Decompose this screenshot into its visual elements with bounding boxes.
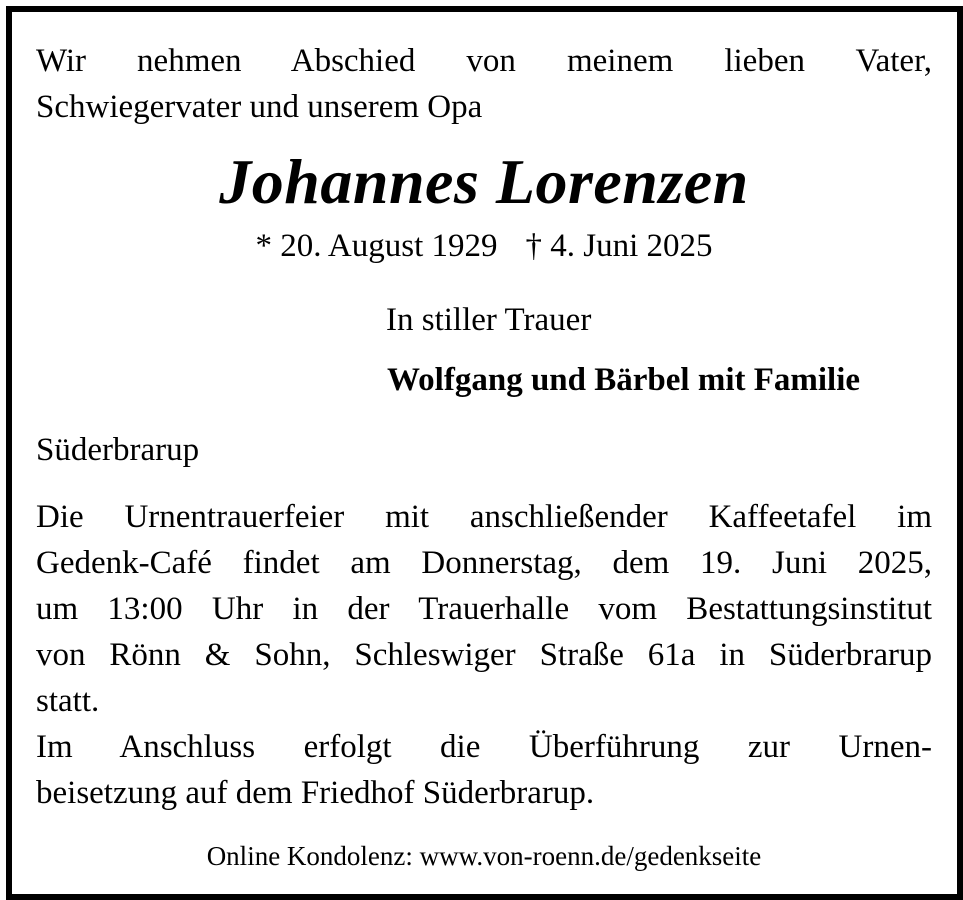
deceased-name: Johannes Lorenzen [219, 146, 749, 217]
online-condolence: Online Kondolenz: www.von-roenn.de/gedenkseite [206, 841, 762, 871]
intro-line-1: Wir nehmen Abschied von meinem lieben Vater, [36, 43, 932, 79]
place-name: Süderbrarup [36, 432, 200, 468]
mourners-names: Wolfgang und Bärbel mit Familie [387, 362, 861, 398]
mourning-intro: In stiller Trauer [386, 302, 592, 338]
service-line-6: Im Anschluss erfolgt die Überführung zur Urnen- [36, 729, 932, 765]
intro-text [36, 38, 932, 130]
service-text [36, 494, 932, 816]
obituary-notice [36, 38, 932, 874]
service-line-3: um 13:00 Uhr in der Trauerhalle vom Bestattungsinstitut [36, 591, 932, 627]
life-dates [36, 224, 932, 268]
service-line-4: von Rönn & Sohn, Schleswiger Straße 61a in Süderbrarup [36, 637, 932, 673]
service-line-1: Die Urnentrauerfeier mit anschließender Kaffeetafel im [36, 499, 932, 535]
service-line-7: beisetzung auf dem Friedhof Süderbrarup. [36, 775, 595, 811]
obituary-frame [6, 6, 963, 900]
intro-line-2: Schwiegervater und unserem Opa [36, 89, 483, 125]
death-date: † 4. Juni 2025 [525, 228, 713, 264]
service-line-5: statt. [36, 683, 100, 719]
service-line-2: Gedenk-Café findet am Donnerstag, dem 19. Juni 2025, [36, 545, 932, 581]
birth-date: * 20. August 1929 [255, 228, 498, 264]
